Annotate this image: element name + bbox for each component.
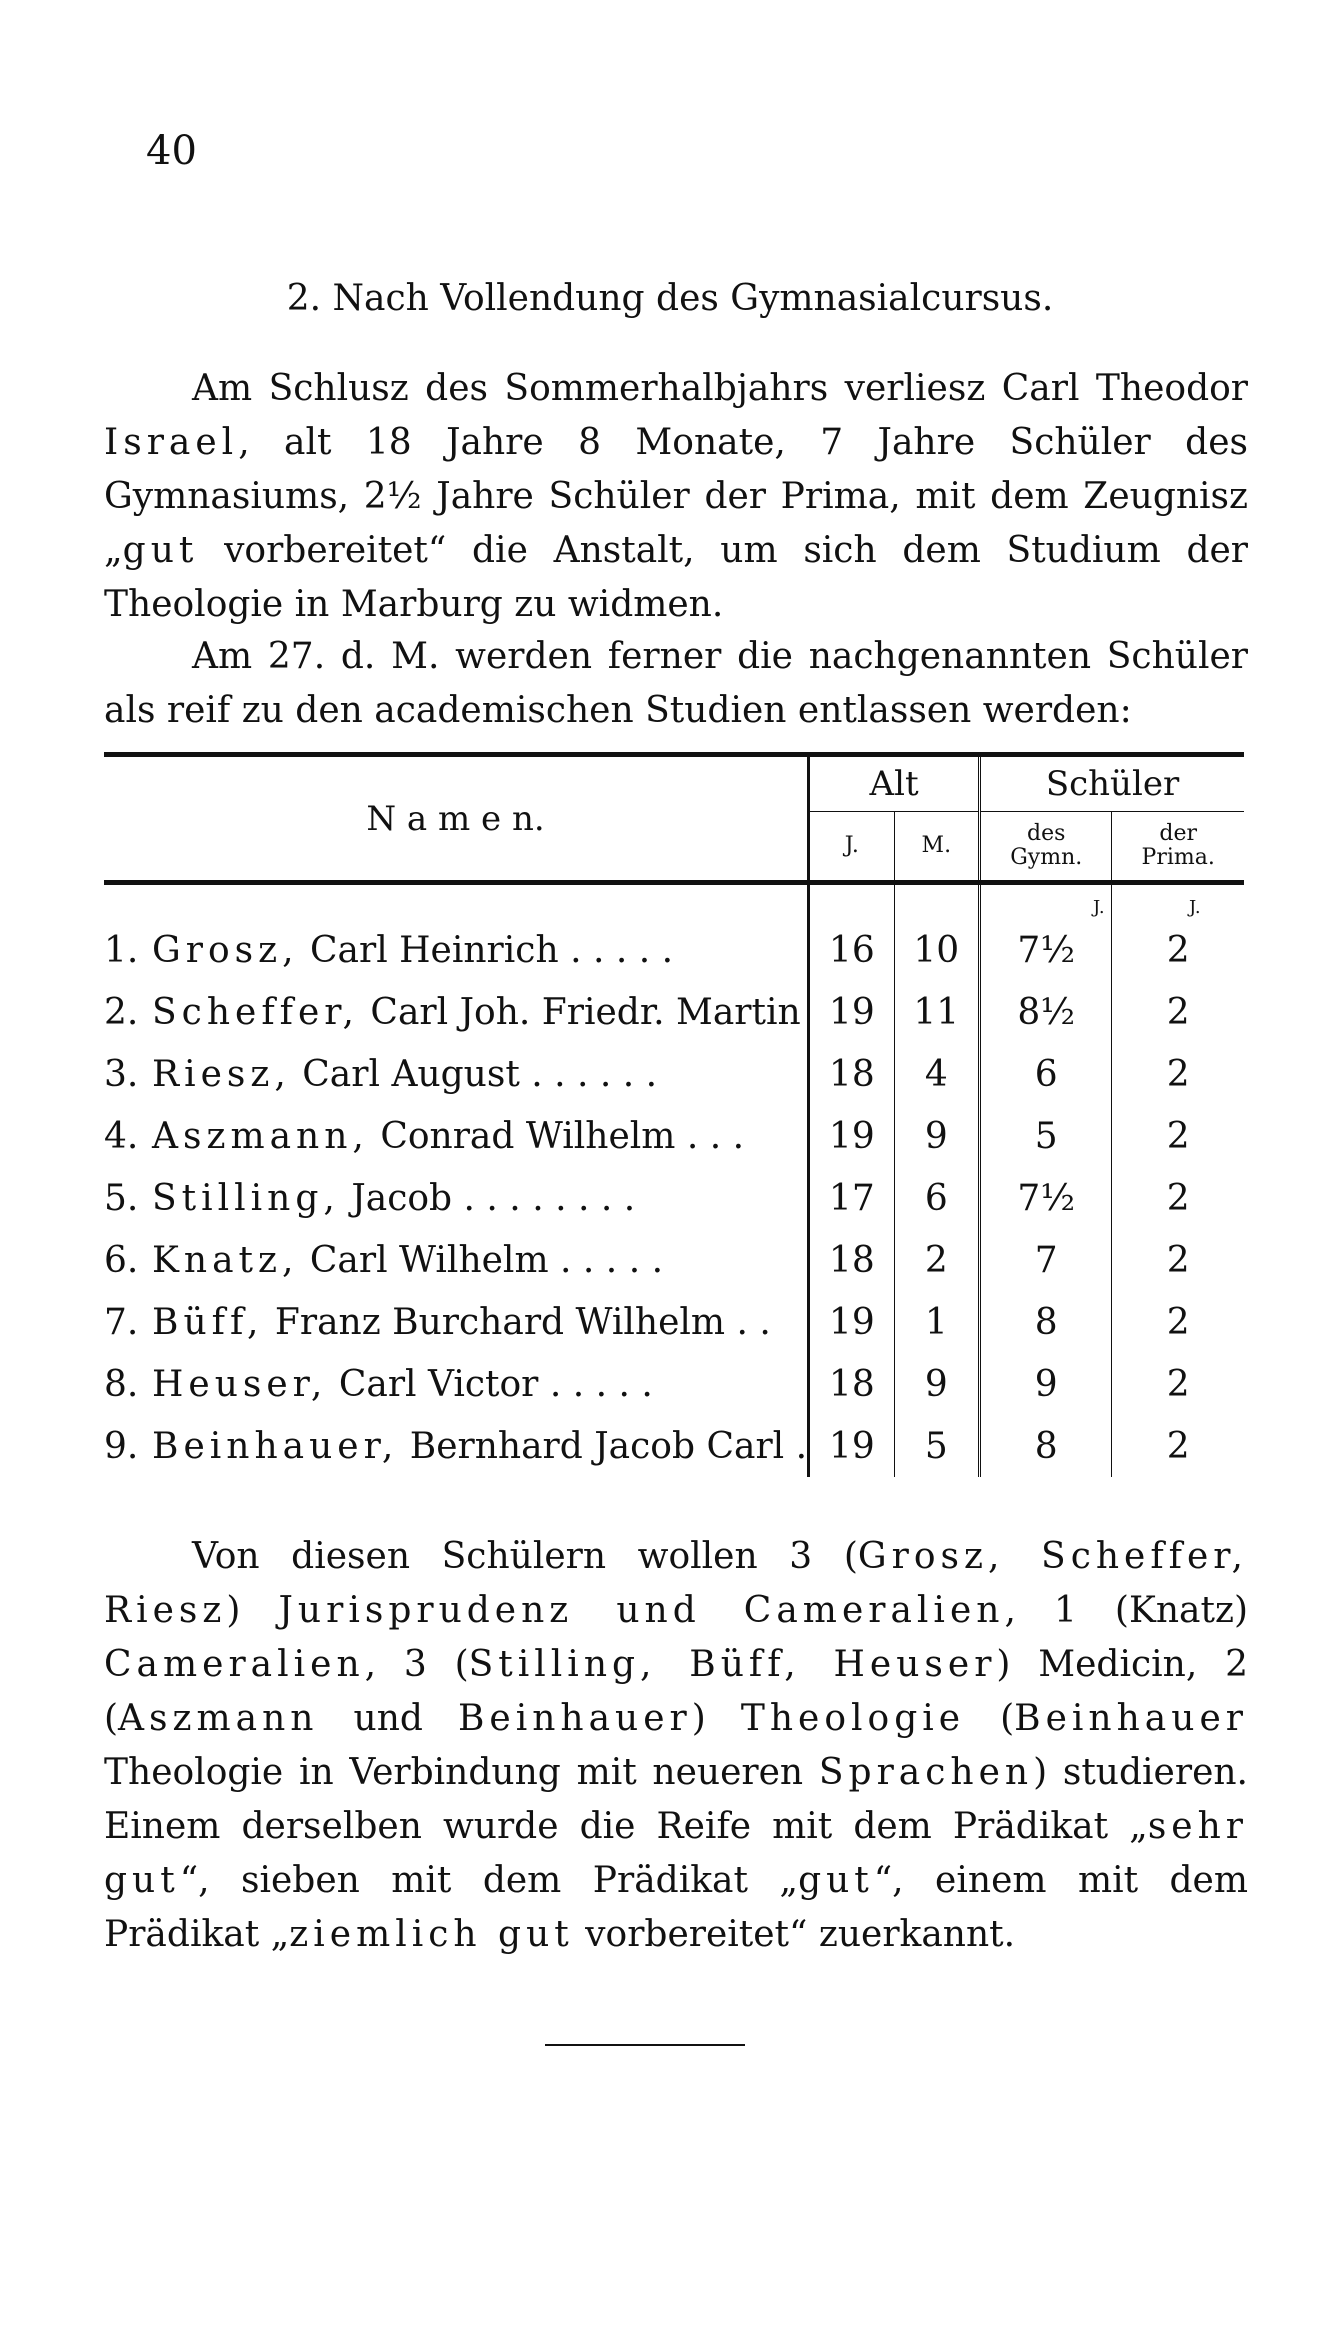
closing-paragraph: Von diesen Schülern wollen 3 (Grosz, Scheffer, Riesz) Jurisprudenz und Cameralien, 1 (Knatz) Cameralien, 3 (Stilling, Büff, Heuser) Medicin, 2 (Aszmann und Beinhauer) Theologie (Beinhauer Theologie in Verbindung mit neueren Sprachen) studieren. Einem derselben wurde die Reife mit dem Prädikat „sehr gut“, sieben mit dem Prädikat „gut“, einem mit dem Prädikat „ziemlich gut vorbereitet“ zuerkannt.: [104, 1536, 1248, 1955]
years-gymnasium: 5: [1034, 1115, 1058, 1157]
table-row: [104, 883, 1244, 982]
row-index: 7.: [104, 1301, 139, 1343]
student-name-cell: [104, 1291, 809, 1353]
given-names: Conrad Wilhelm: [380, 1115, 676, 1157]
years-gymnasium: 9: [1034, 1363, 1058, 1405]
leader-dots: . . . . .: [558, 929, 674, 971]
leader-dots: . . . . . .: [519, 1053, 658, 1095]
age-years: 18: [828, 1239, 875, 1281]
years-gymnasium: 7½: [1017, 1177, 1076, 1219]
leader-dots: . . . . .: [538, 1363, 653, 1405]
table-row: [104, 1353, 1244, 1415]
table-row: [104, 1291, 1244, 1353]
row-index: 3.: [104, 1053, 139, 1095]
column-header-age: Alt: [809, 755, 980, 812]
table-row: [104, 1043, 1244, 1105]
intro-paragraph-2: [104, 630, 1248, 738]
age-months: 11: [894, 981, 979, 1043]
age-months: 9: [894, 1105, 979, 1167]
student-name-cell: [104, 1105, 809, 1167]
grade-text: gut: [122, 530, 199, 571]
age-months: 5: [894, 1415, 979, 1477]
age-years: 19: [828, 1115, 875, 1157]
surname: Scheffer,: [152, 991, 359, 1033]
unit-label-gymn: J.: [1093, 897, 1105, 918]
leader-dots: .: [784, 1425, 808, 1467]
surname: Grosz,: [152, 929, 299, 971]
surname: Heuser,: [152, 1363, 328, 1405]
given-names: Franz Burchard Wilhelm: [274, 1301, 726, 1343]
years-prima: 2: [1112, 1105, 1244, 1167]
row-index: 1.: [104, 929, 139, 971]
column-header-names: N a m e n.: [104, 755, 809, 883]
years-gymnasium: 8: [1034, 1425, 1058, 1467]
given-names: Jacob: [351, 1177, 453, 1219]
age-years: 16: [828, 929, 875, 971]
page-number: 40: [146, 128, 197, 174]
leader-dots: . .: [725, 1301, 771, 1343]
years-gymnasium: 7: [1034, 1239, 1058, 1281]
age-years: 18: [828, 1363, 875, 1405]
leader-dots: . . . . .: [548, 1239, 664, 1281]
years-prima: 2: [1112, 1353, 1244, 1415]
table-row: [104, 1415, 1244, 1477]
table-row: [104, 1229, 1244, 1291]
row-index: 6.: [104, 1239, 139, 1281]
surname: Stilling,: [152, 1177, 340, 1219]
age-years: 19: [828, 991, 875, 1033]
table-row: [104, 981, 1244, 1043]
years-prima: 2: [1112, 1291, 1244, 1353]
surname: Büff,: [152, 1301, 264, 1343]
given-names: Bernhard Jacob Carl: [409, 1425, 785, 1467]
age-years: 18: [828, 1053, 875, 1095]
table-row: [104, 1167, 1244, 1229]
years-gymnasium: 8: [1034, 1301, 1058, 1343]
age-years: 19: [828, 1425, 875, 1467]
intro-text: vorbereitet“ die Anstalt, um sich dem Studium der Theologie in Marburg zu widmen.: [104, 530, 1248, 625]
years-prima: 2: [1112, 883, 1244, 982]
student-name-cell: [104, 1353, 809, 1415]
surname: Beinhauer,: [152, 1425, 399, 1467]
closing-rule: [545, 2044, 745, 2046]
leader-dots: . . . . . . . .: [452, 1177, 636, 1219]
row-index: 9.: [104, 1425, 139, 1467]
years-gymnasium: 8½: [1017, 991, 1076, 1033]
surname: Aszmann,: [152, 1115, 369, 1157]
graduates-table: [104, 752, 1244, 1477]
years-prima: 2: [1112, 1043, 1244, 1105]
age-months: 6: [894, 1167, 979, 1229]
surname: Knatz,: [152, 1239, 299, 1281]
age-years: 19: [828, 1301, 875, 1343]
given-names: Carl Heinrich: [309, 929, 559, 971]
leader-dots: . . .: [675, 1115, 745, 1157]
subheader-prima: der Prima.: [1112, 812, 1244, 883]
student-name-cell: [104, 981, 809, 1043]
student-name: Israel: [104, 422, 239, 463]
subheader-months: M.: [894, 812, 979, 883]
age-months: 4: [894, 1043, 979, 1105]
age-months: 9: [894, 1353, 979, 1415]
age-months: 1: [894, 1291, 979, 1353]
row-index: 2.: [104, 991, 139, 1033]
age-months: 10: [894, 883, 979, 982]
student-name-cell: [104, 1043, 809, 1105]
intro-text: , alt 18 Jahre 8 Monate, 7 Jahre Schüler des Gymnasiums, 2½ Jahre Schüler der Prima, mit dem Zeugnisz „: [104, 422, 1248, 571]
surname: Riesz,: [152, 1053, 291, 1095]
section-heading: 2. Nach Vollendung des Gymnasialcursus.: [286, 278, 1054, 319]
years-gymnasium: 6: [1034, 1053, 1058, 1095]
given-names: Carl Wilhelm: [309, 1239, 549, 1281]
row-index: 4.: [104, 1115, 139, 1157]
age-months: 2: [894, 1229, 979, 1291]
years-gymnasium: 7½: [1017, 929, 1076, 971]
student-name-cell: [104, 883, 809, 982]
years-prima: 2: [1112, 1229, 1244, 1291]
table-row: [104, 1105, 1244, 1167]
subheader-years: J.: [809, 812, 894, 883]
column-header-pupil: Schüler: [980, 755, 1244, 812]
student-name-cell: [104, 1415, 809, 1477]
given-names: Carl Joh. Friedr. Martin: [370, 991, 801, 1033]
intro-text: Am 27. d. M. werden ferner die nachgenannten Schüler als reif zu den academischen Studien entlassen werden:: [104, 636, 1248, 731]
student-name-cell: [104, 1167, 809, 1229]
intro-paragraph: [104, 362, 1248, 632]
age-years: 17: [828, 1177, 875, 1219]
row-index: 8.: [104, 1363, 139, 1405]
student-name-cell: [104, 1229, 809, 1291]
given-names: Carl Victor: [338, 1363, 539, 1405]
intro-text: Am Schlusz des Sommerhalbjahrs verliesz Carl Theodor: [192, 368, 1248, 409]
years-prima: 2: [1112, 1415, 1244, 1477]
years-prima: 2: [1112, 1167, 1244, 1229]
years-prima: 2: [1112, 981, 1244, 1043]
given-names: Carl August: [302, 1053, 520, 1095]
unit-label-prima: J.: [1189, 897, 1201, 918]
subheader-gymnasium: des Gymn.: [980, 812, 1112, 883]
row-index: 5.: [104, 1177, 139, 1219]
